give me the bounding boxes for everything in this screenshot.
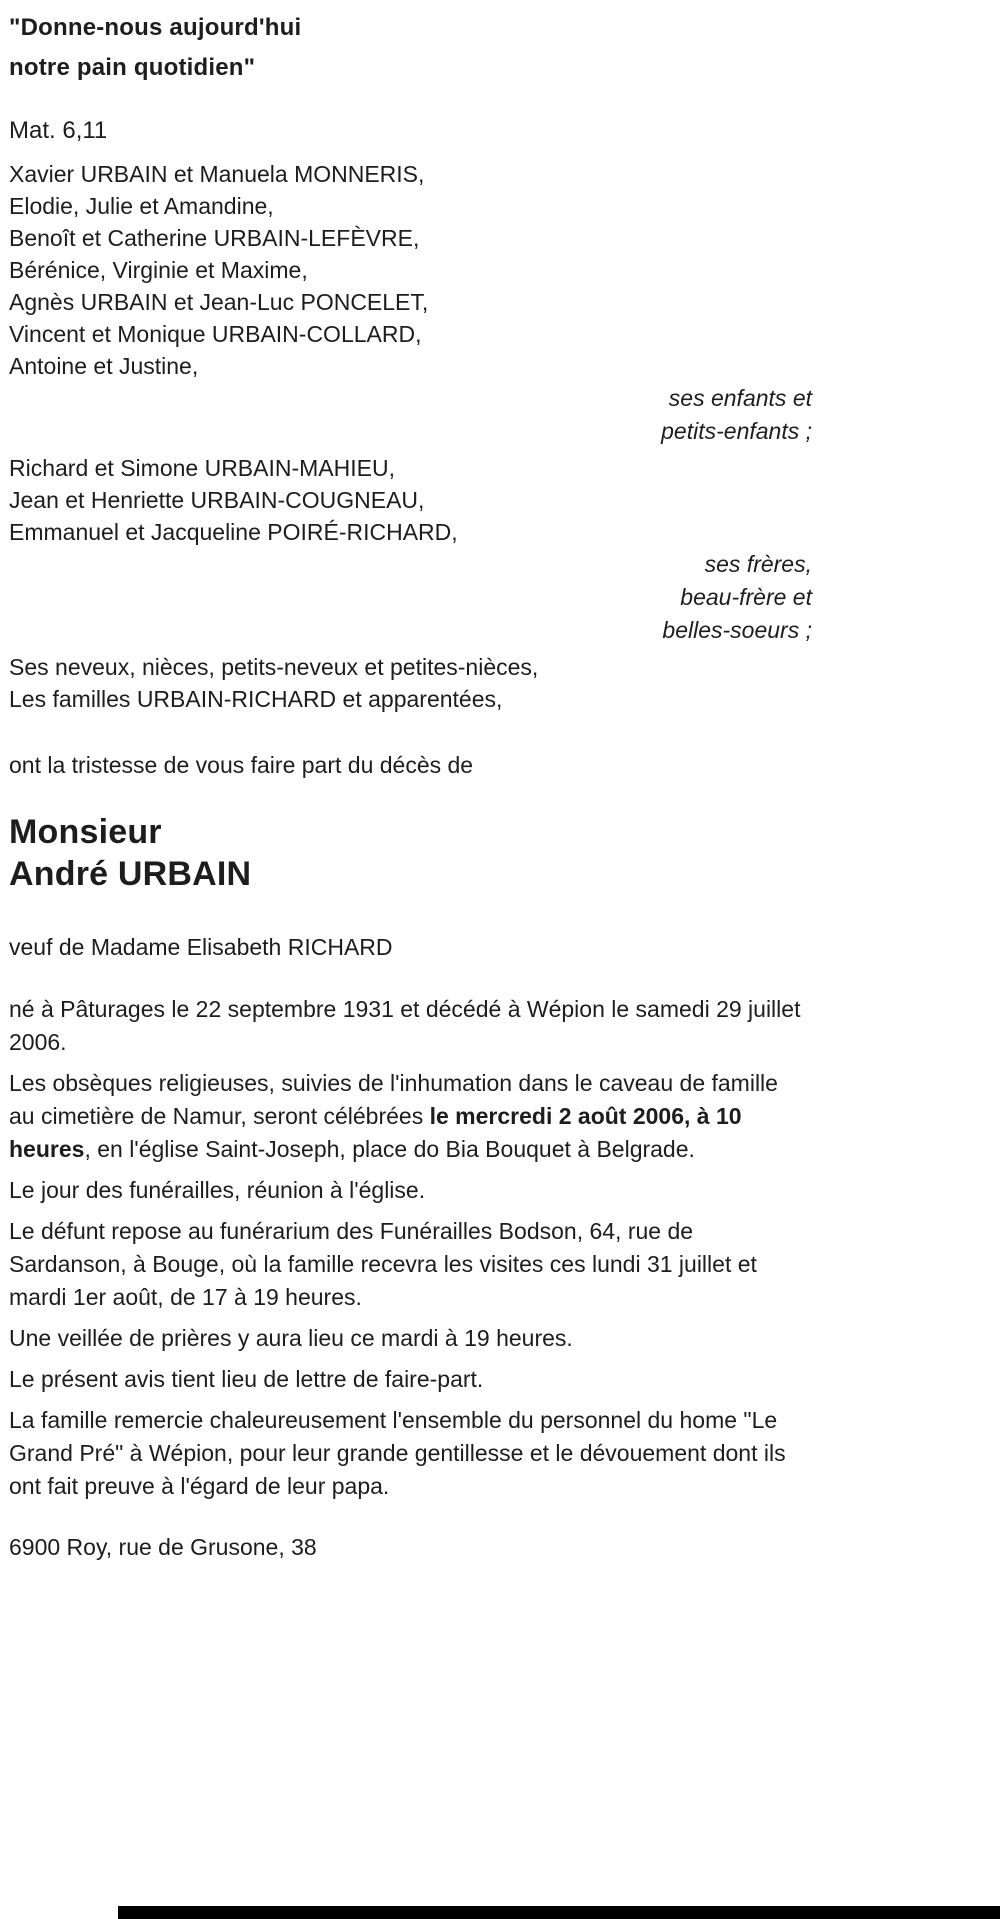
relation-line: ses frères, [704,551,812,577]
reunion-info: Le jour des funérailles, réunion à l'église. [9,1177,426,1203]
scripture-reference: Mat. 6,11 [9,117,108,144]
family-line: Antoine et Justine, [9,353,199,379]
thanks-text: La famille remercie chaleureusement l'ensemble du personnel du home "Le Grand Pré" à Wépion, pour leur grande gentillesse et le dévouement dont ils ont fait preuve à l'égard de leur papa. [9,1407,786,1499]
children-relation-label [9,382,812,448]
relation-line: petits-enfants ; [661,418,812,444]
other-relatives [9,651,812,715]
obituary-notice [9,8,812,1563]
announcement-text: ont la tristesse de vous faire part du décès de [9,752,474,778]
relation-line: beau-frère et [680,584,812,610]
funeral-date-bold: le mercredi 2 août 2006, à 10 heures [9,1103,742,1162]
family-line: Xavier URBAIN et Manuela MONNERIS, [9,161,425,187]
bottom-bar [118,1906,1000,1919]
quote-line-2: notre pain quotidien" [9,54,256,81]
family-line: Elodie, Julie et Amandine, [9,193,274,219]
family-line: Vincent et Monique URBAIN-COLLARD, [9,321,422,347]
deceased-title: Monsieur [9,813,162,851]
vigil-info: Une veillée de prières y aura lieu ce mardi à 19 heures. [9,1325,573,1351]
notice-info: Le présent avis tient lieu de lettre de faire-part. [9,1366,484,1392]
family-line: Les familles URBAIN-RICHARD et apparentées, [9,686,503,712]
deceased-name: André URBAIN [9,855,252,893]
repose-info: Le défunt repose au funérarium des Funérailles Bodson, 64, rue de Sardanson, à Bouge, où la famille recevra les visites ces lundi 31 juillet et mardi 1er août, de 17 à 19 heures. [9,1218,757,1310]
siblings-list [9,452,812,548]
family-line: Jean et Henriette URBAIN-COUGNEAU, [9,487,425,513]
family-line: Emmanuel et Jacqueline POIRÉ-RICHARD, [9,519,458,545]
relation-line: belles-soeurs ; [662,617,812,643]
address: 6900 Roy, rue de Grusone, 38 [9,1534,317,1560]
deceased-name-block [9,811,812,895]
family-line: Ses neveux, nièces, petits-neveux et petites-nièces, [9,654,539,680]
quote-line-1: "Donne-nous aujourd'hui [9,14,302,41]
birth-death-info: né à Pâturages le 22 septembre 1931 et décédé à Wépion le samedi 29 juillet 2006. [9,996,801,1055]
siblings-relation-label [9,548,812,647]
funeral-text-part1: Les obsèques religieuses, suivies de l'inhumation dans le caveau de famille au cimetière de Namur, seront célébrées [9,1070,778,1129]
family-line: Bérénice, Virginie et Maxime, [9,257,308,283]
scripture-quote [9,8,812,88]
family-line: Richard et Simone URBAIN-MAHIEU, [9,455,395,481]
family-line: Benoît et Catherine URBAIN-LEFÈVRE, [9,225,420,251]
marital-status: veuf de Madame Elisabeth RICHARD [9,934,393,960]
family-line: Agnès URBAIN et Jean-Luc PONCELET, [9,289,429,315]
funeral-text-part2: , en l'église Saint-Joseph, place do Bia Bouquet à Belgrade. [84,1136,695,1162]
relation-line: ses enfants et [668,385,812,411]
funeral-details [9,1067,804,1166]
children-list [9,158,812,382]
